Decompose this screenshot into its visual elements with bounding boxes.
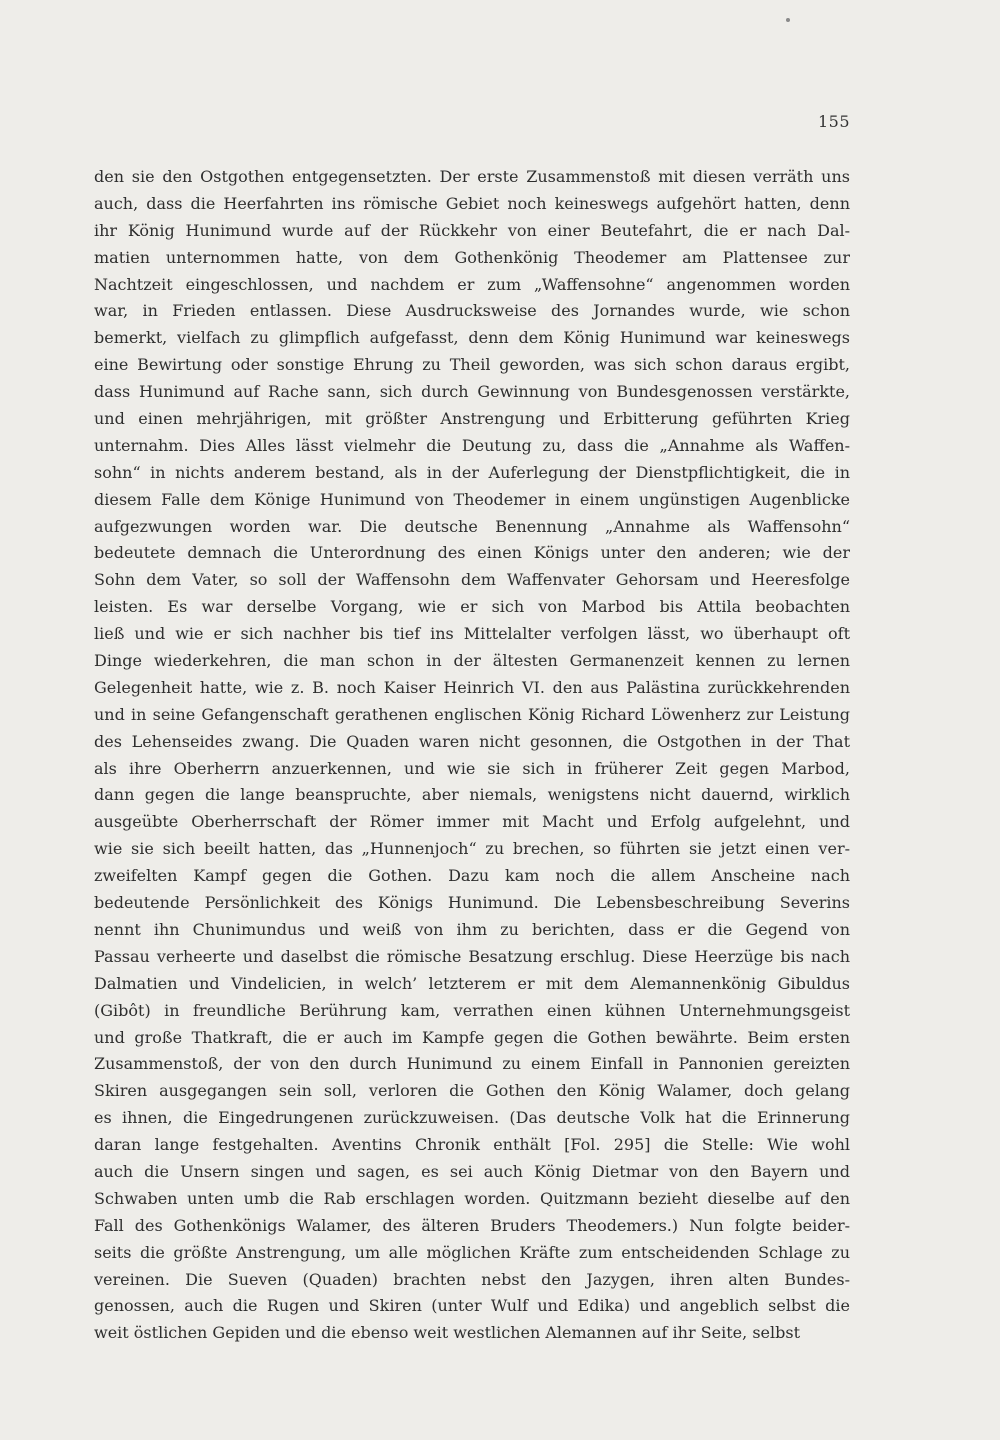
text-line: daran lange festgehalten. Aventins Chronik enthält [Fol. 295] die Stelle: Wie wohl xyxy=(94,1135,850,1155)
text-line: dann gegen die lange beanspruchte, aber niemals, wenigstens nicht dauernd, wirklich xyxy=(94,785,850,805)
text-line: eine Bewirtung oder sonstige Ehrung zu Theil geworden, was sich schon daraus ergibt, xyxy=(94,355,850,375)
text-line: ließ und wie er sich nachher bis tief ins Mittelalter verfolgen lässt, wo überhaupt oft xyxy=(94,624,850,644)
text-line: dass Hunimund auf Rache sann, sich durch Gewinnung von Bundesgenossen verstärkte, xyxy=(94,382,850,402)
text-line: Skiren ausgegangen sein soll, verloren die Gothen den König Walamer, doch gelang xyxy=(94,1081,850,1101)
text-line: Nachtzeit eingeschlossen, und nachdem er zum „Waffensohne“ angenommen worden xyxy=(94,274,850,294)
text-line: es ihnen, die Eingedrungenen zurückzuweisen. (Das deutsche Volk hat die Erinnerung xyxy=(94,1108,850,1128)
text-line: bedeutete demnach die Unterordnung des einen Königs unter den anderen; wie der xyxy=(94,543,850,563)
text-line: genossen, auch die Rugen und Skiren (unter Wulf und Edika) und angeblich selbst die xyxy=(94,1296,850,1316)
text-line: Dalmatien und Vindelicien, in welch’ letzterem er mit dem Alemannenkönig Gibuldus xyxy=(94,973,850,993)
text-line: des Lehenseides zwang. Die Quaden waren nicht gesonnen, die Ostgothen in der That xyxy=(94,731,850,751)
text-line: Sohn dem Vater, so soll der Waffensohn dem Waffenvater Gehorsam und Heeresfolge xyxy=(94,570,850,590)
text-line: sohn“ in nichts anderem bestand, als in der Auferlegung der Dienstpflichtigkeit, die in xyxy=(94,462,850,482)
text-line: und einen mehrjährigen, mit größter Anstrengung und Erbitterung geführten Krieg xyxy=(94,409,850,429)
text-line: leisten. Es war derselbe Vorgang, wie er sich von Marbod bis Attila beobachten xyxy=(94,597,850,617)
text-line: Schwaben unten umb die Rab erschlagen worden. Quitzmann bezieht dieselbe auf den xyxy=(94,1188,850,1208)
page-number: 155 xyxy=(817,112,850,131)
text-line: den sie den Ostgothen entgegensetzten. Der erste Zusammenstoß mit diesen verräth uns xyxy=(94,167,850,186)
text-line: auch die Unsern singen und sagen, es sei auch König Dietmar von den Bayern und xyxy=(94,1161,850,1181)
text-line: seits die größte Anstrengung, um alle möglichen Kräfte zum entscheidenden Schlage zu xyxy=(94,1242,850,1262)
text-line: Gelegenheit hatte, wie z. B. noch Kaiser Heinrich VI. den aus Palästina zurückkehrenden xyxy=(94,677,850,697)
text-line: (Gibôt) in freundliche Berührung kam, verrathen einen kühnen Unternehmungsgeist xyxy=(94,1000,850,1020)
text-line: zweifelten Kampf gegen die Gothen. Dazu kam noch die allem Anscheine nach xyxy=(94,866,850,886)
text-line: Zusammenstoß, der von den durch Hunimund zu einem Einfall in Pannonien gereizten xyxy=(94,1054,850,1074)
text-line: diesem Falle dem Könige Hunimund von Theodemer in einem ungünstigen Augenblicke xyxy=(94,489,850,509)
text-line: aufgezwungen worden war. Die deutsche Benennung „Annahme als Waffensohn“ xyxy=(94,516,850,536)
text-line: nennt ihn Chunimundus und weiß von ihm zu berichten, dass er die Gegend von xyxy=(94,919,850,939)
text-line: matien unternommen hatte, von dem Gothenkönig Theodemer am Plattensee zur xyxy=(94,247,850,267)
text-line: weit östlichen Gepiden und die ebenso weit westlichen Alemannen auf ihr Seite, selbst xyxy=(94,1323,800,1343)
text-line: und große Thatkraft, die er auch im Kampfe gegen die Gothen bewährte. Beim ersten xyxy=(94,1027,850,1047)
text-line: war, in Frieden entlassen. Diese Ausdrucksweise des Jornandes wurde, wie schon xyxy=(94,301,850,321)
text-line: vereinen. Die Sueven (Quaden) brachten nebst den Jazygen, ihren alten Bundes- xyxy=(94,1269,850,1289)
text-line: unternahm. Dies Alles lässt vielmehr die Deutung zu, dass die „Annahme als Waffen- xyxy=(94,435,850,455)
paper-speck xyxy=(786,18,790,22)
text-line: und in seine Gefangenschaft gerathenen englischen König Richard Löwenherz zur Leistung xyxy=(94,704,850,724)
body-text xyxy=(94,164,850,1347)
text-line: wie sie sich beeilt hatten, das „Hunnenjoch“ zu brechen, so führten sie jetzt einen ver- xyxy=(94,839,850,859)
text-line: Fall des Gothenkönigs Walamer, des älteren Bruders Theodemers.) Nun folgte beider- xyxy=(94,1215,850,1235)
text-line: bemerkt, vielfach zu glimpflich aufgefasst, denn dem König Hunimund war keineswegs xyxy=(94,328,850,348)
text-line: ausgeübte Oberherrschaft der Römer immer mit Macht und Erfolg aufgelehnt, und xyxy=(94,812,850,832)
text-line: bedeutende Persönlichkeit des Königs Hunimund. Die Lebensbeschreibung Severins xyxy=(94,893,850,913)
text-line: Passau verheerte und daselbst die römische Besatzung erschlug. Diese Heerzüge bis nach xyxy=(94,946,850,966)
text-line: Dinge wiederkehren, die man schon in der ältesten Germanenzeit kennen zu lernen xyxy=(94,651,850,671)
text-line: als ihre Oberherrn anzuerkennen, und wie sie sich in früherer Zeit gegen Marbod, xyxy=(94,758,850,778)
text-line: ihr König Hunimund wurde auf der Rückkehr von einer Beutefahrt, die er nach Dal- xyxy=(94,220,850,240)
text-line: auch, dass die Heerfahrten ins römische Gebiet noch keineswegs aufgehört hatten, denn xyxy=(94,193,850,213)
